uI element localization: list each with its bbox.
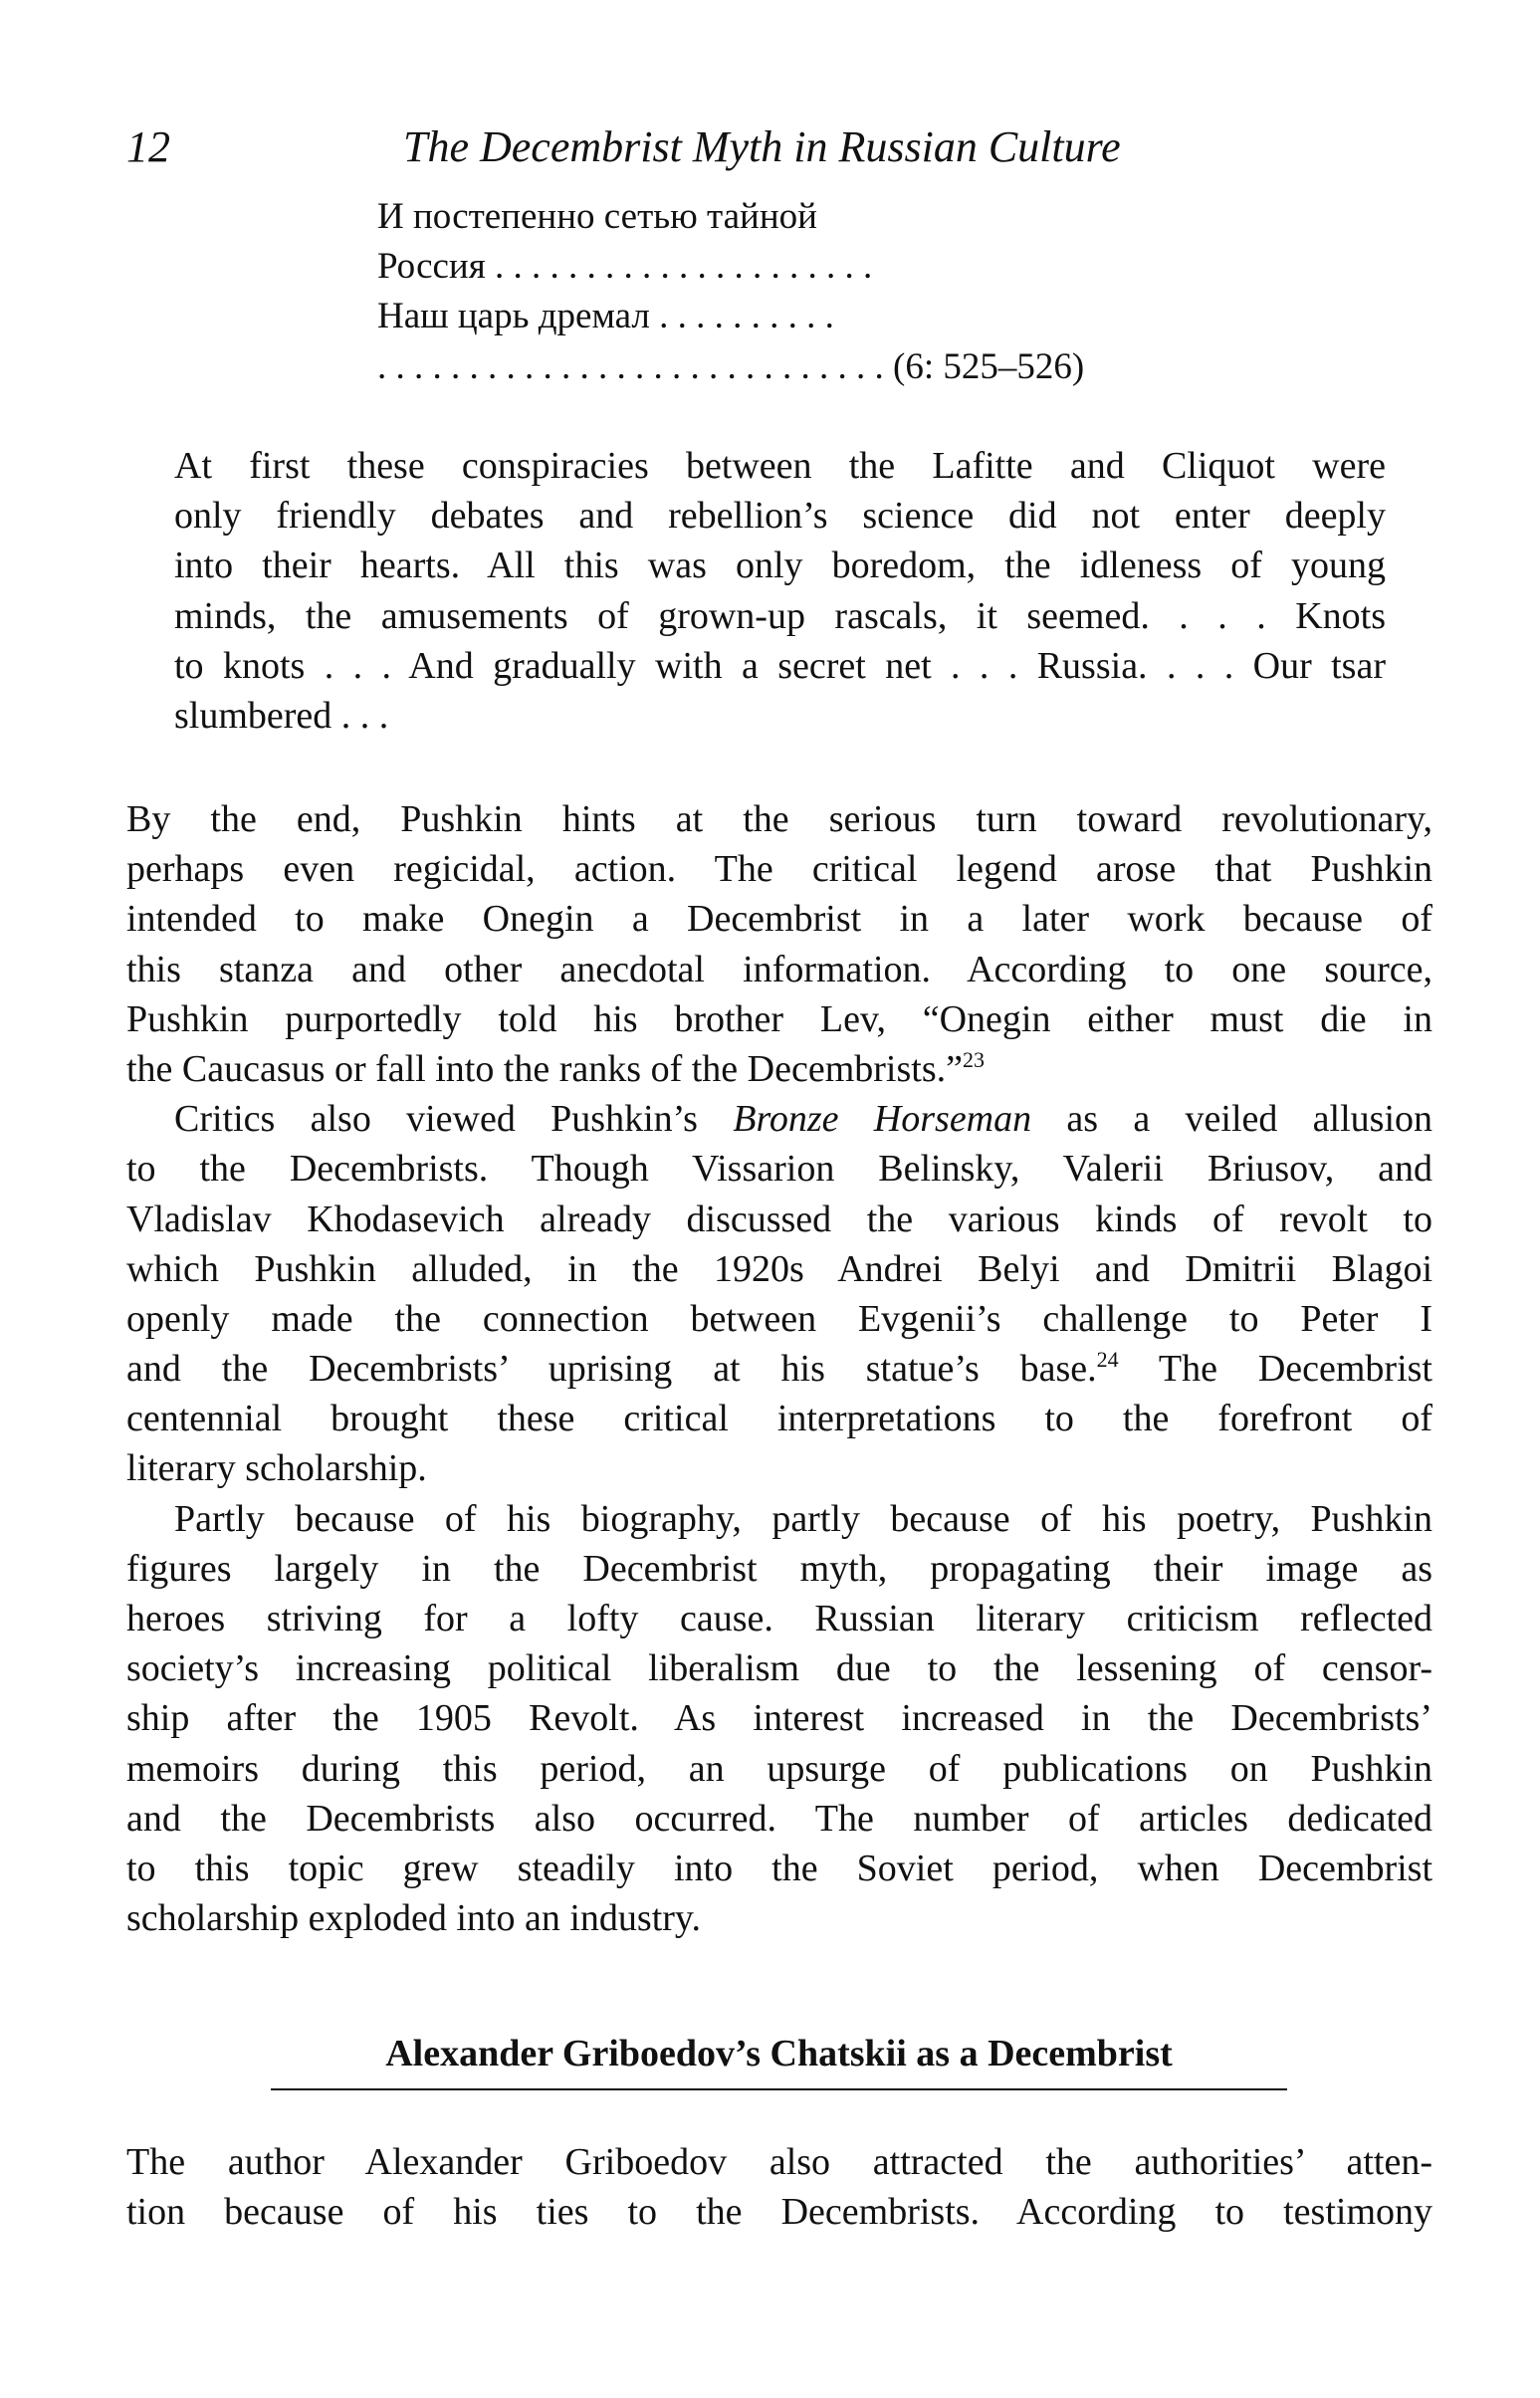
text-line xyxy=(126,1594,1432,1643)
text-line xyxy=(126,1144,1432,1194)
text-span: to this topic grew steadily into the Soviet period, when Decembrist xyxy=(126,1847,1432,1889)
text-line xyxy=(126,1794,1432,1844)
text-span: Critics also viewed Pushkin’s xyxy=(174,1098,734,1141)
text-span: ship after the 1905 Revolt. As interest increased in the Decembrists’ xyxy=(126,1697,1432,1740)
verse-line: . . . . . . . . . . . . . . . . . . . . . . . . . . . . (6: 525–526) xyxy=(377,345,1085,387)
text-span: figures largely in the Decembrist myth, propagating their image as xyxy=(126,1547,1432,1590)
verse-line: И постепенно сетью тайной xyxy=(377,196,817,237)
text-line xyxy=(126,1693,1432,1743)
paragraph xyxy=(126,1094,1432,1494)
text-line xyxy=(126,1294,1432,1344)
text-span: as a veiled allusion xyxy=(1031,1098,1432,1141)
text-line xyxy=(126,1044,1432,1094)
text-span: and the Decembrists also occurred. The number of articles dedicated xyxy=(126,1797,1432,1840)
page-number: 12 xyxy=(126,122,170,171)
text-line xyxy=(126,844,1432,894)
text-span: heroes striving for a lofty cause. Russian literary criticism reflected xyxy=(126,1598,1432,1639)
text-line xyxy=(126,994,1432,1044)
text-line: tion because of his ties to the Decembrists. According to testimony xyxy=(126,2191,1432,2234)
text-line xyxy=(126,794,1432,844)
section-paragraph xyxy=(126,2137,1432,2237)
text-line xyxy=(126,1244,1432,1294)
text-span: Partly because of his biography, partly because of his poetry, Pushkin xyxy=(174,1497,1432,1540)
text-line xyxy=(126,1744,1432,1794)
text-line xyxy=(126,1844,1432,1893)
footnote-reference[interactable]: 23 xyxy=(962,1046,985,1072)
text-line xyxy=(126,1893,1432,1943)
italic-title: Bronze Horseman xyxy=(733,1098,1032,1141)
text-line xyxy=(126,894,1432,944)
text-span: society’s increasing political liberalism due to the lessening of censor- xyxy=(126,1647,1432,1690)
russian-verse-quote xyxy=(377,192,1194,392)
text-line xyxy=(126,1195,1432,1244)
quote-line: into their hearts. All this was only boredom, the idleness of young xyxy=(174,545,1386,587)
text-span: Vladislav Khodasevich already discussed the various kinds of revolt to xyxy=(126,1198,1432,1240)
text-span: literary scholarship. xyxy=(126,1447,427,1490)
quote-line: to knots . . . And gradually with a secret net . . . Russia. . . . Our tsar xyxy=(174,644,1386,687)
text-span: memoirs during this period, an upsurge of publications on Pushkin xyxy=(126,1747,1432,1790)
text-line xyxy=(126,1094,1432,1144)
text-line xyxy=(126,1443,1432,1493)
running-title: The Decembrist Myth in Russian Culture xyxy=(403,122,1121,171)
text-line xyxy=(126,945,1432,994)
quote-line: minds, the amusements of grown-up rascals, it seemed. . . . Knots xyxy=(174,594,1386,637)
text-span: scholarship exploded into an industry. xyxy=(126,1897,701,1940)
text-line xyxy=(126,1544,1432,1594)
text-span: this stanza and other anecdotal information. According to one source, xyxy=(126,948,1432,990)
text-span: and the Decembrists’ uprising at his statue’s base. xyxy=(126,1348,1097,1391)
text-span: to the Decembrists. Though Vissarion Belinsky, Valerii Briusov, and xyxy=(126,1148,1432,1191)
text-span: openly made the connection between Evgenii’s challenge to Peter I xyxy=(126,1297,1432,1340)
quote-line: only friendly debates and rebellion’s science did not enter deeply xyxy=(174,495,1386,538)
text-span: which Pushkin alluded, in the 1920s Andrei Belyi and Dmitrii Blagoi xyxy=(126,1247,1432,1290)
text-line xyxy=(126,1344,1432,1394)
verse-line: Наш царь дремал . . . . . . . . . . xyxy=(377,296,834,337)
section-heading: Alexander Griboedov’s Chatskii as a Decembrist xyxy=(271,2031,1287,2090)
body-text xyxy=(126,794,1432,1943)
text-line: The author Alexander Griboedov also attracted the authorities’ atten- xyxy=(126,2141,1432,2183)
text-span: intended to make Onegin a Decembrist in a later work because of xyxy=(126,898,1432,941)
text-span: Pushkin purportedly told his brother Lev, “Onegin either must die in xyxy=(126,997,1432,1040)
verse-line: Россия . . . . . . . . . . . . . . . . . . . . . xyxy=(377,246,873,288)
quote-line: At first these conspiracies between the Lafitte and Cliquot were xyxy=(174,445,1386,487)
paragraph xyxy=(126,794,1432,1094)
text-span: By the end, Pushkin hints at the serious turn toward revolutionary, xyxy=(126,798,1432,840)
block-quote-translation xyxy=(174,441,1386,741)
quote-line: slumbered . . . xyxy=(174,694,389,737)
text-line xyxy=(126,1643,1432,1693)
text-span: the Caucasus or fall into the ranks of the Decembrists.” xyxy=(126,1047,963,1090)
text-span: The Decembrist xyxy=(1118,1348,1432,1391)
text-span: centennial brought these critical interpretations to the forefront of xyxy=(126,1398,1432,1440)
text-line xyxy=(126,1394,1432,1443)
footnote-reference[interactable]: 24 xyxy=(1096,1347,1119,1373)
text-span: perhaps even regicidal, action. The critical legend arose that Pushkin xyxy=(126,848,1432,891)
running-head xyxy=(126,117,1440,177)
text-line xyxy=(126,1494,1432,1544)
paragraph xyxy=(126,1494,1432,1944)
